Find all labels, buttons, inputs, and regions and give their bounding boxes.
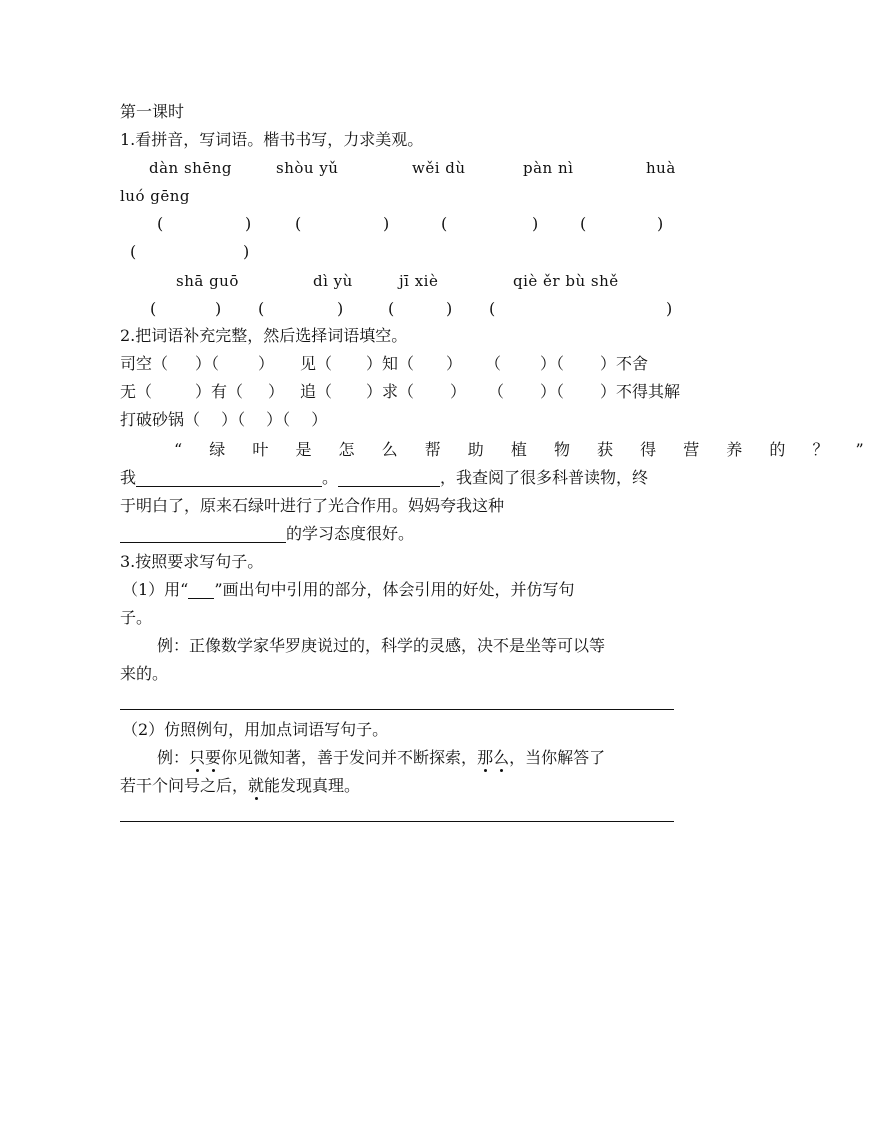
idiom-3-part-b: ）（ xyxy=(540,354,565,373)
dotted-word-name xyxy=(477,748,509,767)
fill-sentence-line-3 xyxy=(120,520,674,548)
example-1-line-2: 来的。 xyxy=(120,664,169,683)
idiom-2-part-b: ）知（ xyxy=(366,354,415,373)
dotted-word-zhiyao xyxy=(189,748,221,767)
pinyin-weidu: wěi dù xyxy=(412,159,466,177)
example-2-middle: 你见微知著，善于发问并不断探索， xyxy=(221,748,478,767)
fill-blank-3[interactable] xyxy=(120,522,286,543)
answer-line-2[interactable] xyxy=(120,821,674,822)
answer-blank-5-open: ( xyxy=(130,242,137,261)
example-2-prefix: 例： xyxy=(157,748,190,767)
idiom-6-part-c: ）不得其解 xyxy=(600,382,681,401)
q3-part1-a: （1）用“ xyxy=(122,580,189,599)
fill-sentence-period: 。 xyxy=(322,468,339,487)
dot-char-zhi: 只 xyxy=(189,748,206,767)
pinyin-diyu: dì yù xyxy=(313,272,353,290)
pinyin-shouyu: shòu yǔ xyxy=(276,159,339,177)
answer-blank-6-open: ( xyxy=(150,299,157,318)
idiom-3-part-c: ）不舍 xyxy=(600,354,649,373)
example-2-line2-b: 能发现真理。 xyxy=(264,776,361,795)
pinyin-panni: pàn nì xyxy=(523,159,574,177)
answer-blank-7-close: ) xyxy=(337,299,344,318)
example-2-line-1 xyxy=(157,744,674,772)
fill-sentence-rest: ，我查阅了很多科普读物，终 xyxy=(440,468,649,487)
idiom-7: 打破砂锅（ ）（ ）（ ） xyxy=(120,410,328,429)
lesson-title: 第一课时 xyxy=(120,102,185,121)
fill-blank-2[interactable] xyxy=(338,466,440,487)
example-1-line-1: 例：正像数学家华罗庚说过的，科学的灵感，决不是坐等可以等 xyxy=(157,636,606,655)
answer-blank-1-close: ) xyxy=(245,214,252,233)
fill-sentence-end: 的学习态度很好。 xyxy=(286,524,415,543)
answer-blank-2-close: ) xyxy=(383,214,390,233)
pinyin-qieerbushe: qiè ěr bù shě xyxy=(513,272,619,290)
pinyin-danshang: dàn shēng xyxy=(149,159,232,177)
answer-blank-5-close: ) xyxy=(243,242,250,261)
answer-blank-6-close: ) xyxy=(215,299,222,318)
fill-sentence-start: 我 xyxy=(120,468,137,487)
dot-char-yao: 要 xyxy=(205,748,222,767)
idiom-4-part-c: ） xyxy=(268,382,285,401)
idiom-5-part-a: 追（ xyxy=(300,382,333,401)
idiom-1-part-a: 司空（ xyxy=(120,354,169,373)
example-2-line2-a: 若干个问号之后， xyxy=(120,776,249,795)
answer-blank-7-open: ( xyxy=(258,299,265,318)
answer-blank-3-close: ) xyxy=(532,214,539,233)
idiom-6-part-a: （ xyxy=(488,382,505,401)
answer-blank-2-open: ( xyxy=(295,214,302,233)
example-2-end: ，当你解答了 xyxy=(509,748,606,767)
fill-blank-1[interactable] xyxy=(136,466,322,487)
q1-title: 1.看拼音，写词语。楷书书写，力求美观。 xyxy=(120,130,424,149)
idiom-4-part-a: 无（ xyxy=(120,382,153,401)
answer-line-1[interactable] xyxy=(120,709,674,710)
fill-sentence-line-1 xyxy=(120,464,674,492)
idiom-2-part-a: 见（ xyxy=(300,354,333,373)
idiom-1-part-c: ） xyxy=(258,354,275,373)
q3-part2-title: （2）仿照例句，用加点词语写句子。 xyxy=(122,720,389,739)
q3-title: 3.按照要求写句子。 xyxy=(120,552,264,571)
dot-char-me: 么 xyxy=(493,748,510,767)
answer-blank-8-close: ) xyxy=(446,299,453,318)
answer-blank-3-open: ( xyxy=(441,214,448,233)
idiom-5-part-c: ） xyxy=(450,382,467,401)
answer-blank-4-open: ( xyxy=(580,214,587,233)
q3-part1-instruction xyxy=(122,576,676,604)
idiom-6-part-b: ）（ xyxy=(540,382,565,401)
pinyin-luogeng: luó gēng xyxy=(120,187,190,205)
quote-text: “ 绿 叶 是 怎 么 帮 助 植 物 获 得 营 养 的 ？ ” xyxy=(174,440,875,459)
answer-blank-9-close: ) xyxy=(666,299,673,318)
pinyin-shaguo: shā guō xyxy=(176,272,239,290)
idiom-5-part-b: ）求（ xyxy=(366,382,415,401)
dot-char-na: 那 xyxy=(477,748,494,767)
dotted-word-jiu: 就 xyxy=(248,776,265,795)
idiom-1-part-b: ）（ xyxy=(195,354,220,373)
answer-blank-8-open: ( xyxy=(388,299,395,318)
idiom-4-part-b: ）有（ xyxy=(195,382,244,401)
answer-blank-9-open: ( xyxy=(489,299,496,318)
q2-title: 2.把词语补充完整，然后选择词语填空。 xyxy=(120,326,408,345)
q3-part1-wrap: 子。 xyxy=(120,608,153,627)
pinyin-hua: huà xyxy=(646,159,676,177)
answer-blank-4-close: ) xyxy=(657,214,664,233)
underline-sample xyxy=(188,578,214,599)
idiom-3-part-a: （ xyxy=(485,354,502,373)
quote-question xyxy=(174,436,875,464)
fill-sentence-line-2: 于明白了，原来石绿叶进行了光合作用。妈妈夸我这种 xyxy=(120,496,505,515)
answer-blank-1-open: ( xyxy=(157,214,164,233)
pinyin-jixie: jī xiè xyxy=(399,272,439,290)
example-2-line-2 xyxy=(120,772,674,800)
q3-part1-b: ”画出句中引用的部分，体会引用的好处，并仿写句 xyxy=(214,580,575,599)
idiom-2-part-c: ） xyxy=(446,354,463,373)
